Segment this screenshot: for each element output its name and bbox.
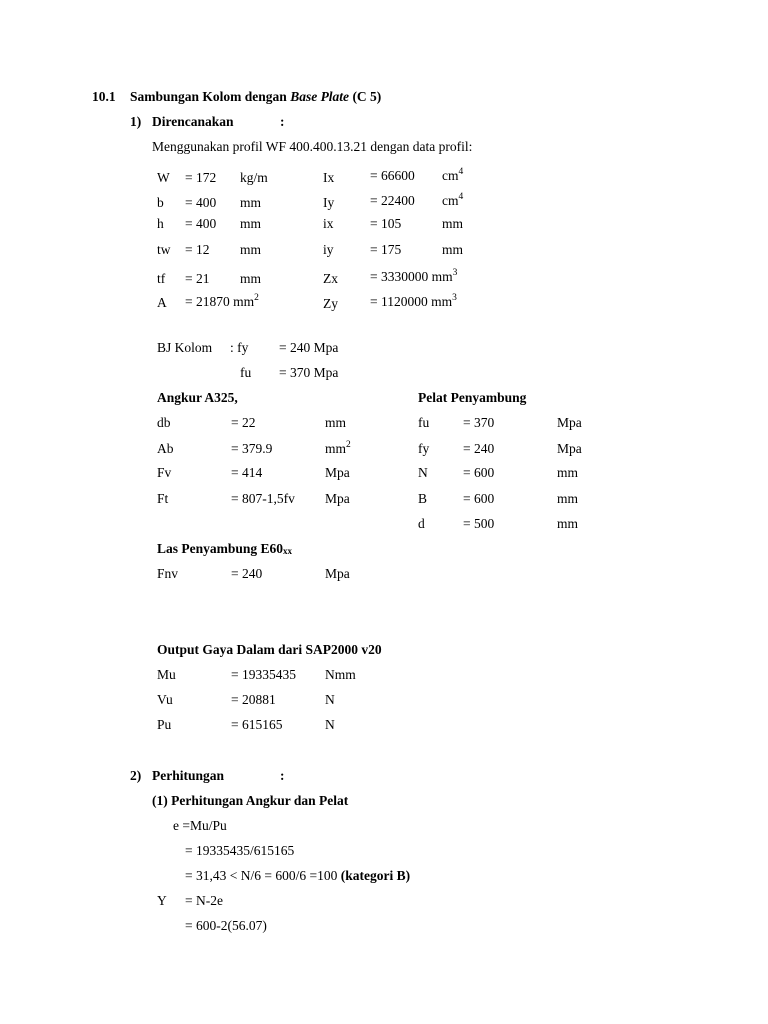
calc-y-sym: Y bbox=[157, 893, 167, 908]
profile-unit2: $cm^4$ bbox=[442, 167, 464, 183]
page-title bbox=[130, 90, 381, 104]
las-title-sub: xx bbox=[283, 546, 293, 556]
heading-text-after: (C 5) bbox=[349, 89, 382, 104]
section1-title: Direncanakan bbox=[152, 114, 234, 129]
profile-val: = 400 bbox=[185, 195, 217, 210]
profile-unit: kg/m bbox=[240, 170, 268, 185]
output-sym: Pu bbox=[157, 717, 172, 732]
angkur-unit: $mm^2$ bbox=[325, 440, 351, 456]
heading-text-before: Sambungan Kolom dengan bbox=[130, 89, 291, 104]
output-title: Output Gaya Dalam dari SAP2000 v20 bbox=[157, 642, 382, 657]
bj-fy-val: = 240 Mpa bbox=[279, 340, 339, 355]
profile-intro: Menggunakan profil WF 400.400.13.21 dengan data profil: bbox=[152, 139, 473, 154]
profile-val2: = 66600 bbox=[370, 168, 415, 183]
pelat-unit: Mpa bbox=[557, 415, 582, 430]
angkur-unit: mm bbox=[325, 415, 347, 430]
profile-val2: = 22400 bbox=[370, 193, 415, 208]
section1-label: 1) bbox=[130, 114, 142, 129]
angkur-val: = 22 bbox=[231, 415, 256, 430]
angkur-title: Angkur A325, bbox=[157, 390, 238, 405]
calc-y-line2: = 600-2(56.07) bbox=[185, 918, 267, 933]
section2-label: 2) bbox=[130, 768, 142, 783]
profile-unit2: $cm^4$ bbox=[442, 192, 464, 208]
profile-sym2: Iy bbox=[323, 195, 335, 210]
profile-val2: = 105 bbox=[370, 216, 402, 231]
profile-sym: W bbox=[157, 170, 170, 185]
pelat-sym: B bbox=[418, 491, 428, 506]
profile-sym2: ix bbox=[323, 216, 334, 231]
exponent: 3 bbox=[452, 268, 458, 278]
pelat-unit: mm bbox=[557, 516, 579, 531]
calc-e-line2: = 19335435/615165 bbox=[185, 843, 295, 858]
output-sym: Mu bbox=[157, 667, 176, 682]
angkur-sym: Ft bbox=[157, 491, 169, 506]
exponent: 2 bbox=[254, 293, 259, 303]
las-title: Las Penyambung $E60_{xx}$ bbox=[157, 541, 293, 556]
profile-unit: mm bbox=[240, 216, 262, 231]
profile-val: = 21870 $mm^2$ bbox=[185, 293, 259, 309]
output-unit: N bbox=[325, 717, 335, 732]
profile-val: = 21 bbox=[185, 271, 210, 286]
output-val: = 615165 bbox=[231, 717, 283, 732]
profile-val: = 172 bbox=[185, 170, 217, 185]
las-sym: Fnv bbox=[157, 566, 179, 581]
profile-unit: mm bbox=[240, 271, 262, 286]
pelat-sym: N bbox=[418, 465, 428, 480]
output-unit: N bbox=[325, 692, 335, 707]
profile-unit: mm bbox=[240, 242, 262, 257]
bj-fu-sym: fu bbox=[240, 365, 252, 380]
profile-sym: b bbox=[157, 195, 164, 210]
las-val: = 240 bbox=[231, 566, 263, 581]
pelat-val: = 240 bbox=[463, 441, 495, 456]
pelat-unit: Mpa bbox=[557, 441, 582, 456]
bj-label: BJ Kolom bbox=[157, 340, 213, 355]
profile-sym2: Zx bbox=[323, 271, 338, 286]
angkur-sym: db bbox=[157, 415, 171, 430]
angkur-val: = 379.9 bbox=[231, 441, 273, 456]
angkur-unit: Mpa bbox=[325, 491, 350, 506]
profile-val2: = 1120000 $mm^3$ bbox=[370, 293, 457, 309]
profile-sym2: iy bbox=[323, 242, 334, 257]
profile-sym2: Ix bbox=[323, 170, 335, 185]
exponent: 3 bbox=[452, 293, 457, 303]
angkur-val: = 807-1,5fv bbox=[231, 491, 295, 506]
bj-fy-sym: : fy bbox=[230, 340, 249, 355]
output-val: = 20881 bbox=[231, 692, 276, 707]
pelat-sym: fu bbox=[418, 415, 430, 430]
profile-unit: mm bbox=[240, 195, 262, 210]
profile-unit2: mm bbox=[442, 242, 464, 257]
profile-val: = 400 bbox=[185, 216, 217, 231]
las-unit: Mpa bbox=[325, 566, 350, 581]
pelat-sym: d bbox=[418, 516, 425, 531]
pelat-title: Pelat Penyambung bbox=[418, 390, 527, 405]
exponent: 2 bbox=[346, 440, 351, 450]
pelat-val: = 500 bbox=[463, 516, 495, 531]
profile-sym: tw bbox=[157, 242, 171, 257]
heading-number: 10.1 bbox=[92, 89, 116, 104]
exponent: 4 bbox=[458, 167, 464, 177]
output-unit: Nmm bbox=[325, 667, 356, 682]
kategori-label: (kategori B) bbox=[340, 868, 411, 883]
section2-title: Perhitungan bbox=[152, 768, 225, 783]
pelat-unit: mm bbox=[557, 491, 579, 506]
calc-e-line3: = 31,43 < N/6 = 600/6 =100 (kategori B) bbox=[185, 868, 411, 883]
profile-val2: = 175 bbox=[370, 242, 402, 257]
profile-unit2: mm bbox=[442, 216, 464, 231]
angkur-val: = 414 bbox=[231, 465, 263, 480]
calc-e-line1: e =Mu/Pu bbox=[173, 818, 227, 833]
output-val: = 19335435 bbox=[231, 667, 296, 682]
pelat-unit: mm bbox=[557, 465, 579, 480]
pelat-val: = 600 bbox=[463, 491, 495, 506]
pelat-val: = 370 bbox=[463, 415, 495, 430]
heading-italic: Base Plate bbox=[290, 89, 350, 104]
profile-sym2: Zy bbox=[323, 296, 338, 311]
calc-y-line1: = N-2e bbox=[185, 893, 223, 908]
angkur-sym: Fv bbox=[157, 465, 172, 480]
section2-colon: : bbox=[280, 768, 285, 783]
output-sym: Vu bbox=[157, 692, 173, 707]
angkur-sym: Ab bbox=[157, 441, 174, 456]
angkur-unit: Mpa bbox=[325, 465, 350, 480]
pelat-val: = 600 bbox=[463, 465, 495, 480]
section1-colon: : bbox=[280, 114, 285, 129]
profile-val: = 12 bbox=[185, 242, 210, 257]
profile-val2: = 3330000 $mm^3$ bbox=[370, 268, 458, 284]
pelat-sym: fy bbox=[418, 441, 430, 456]
profile-sym: h bbox=[157, 216, 164, 231]
bj-fu-val: = 370 Mpa bbox=[279, 365, 339, 380]
profile-sym: tf bbox=[157, 271, 166, 286]
profile-sym: A bbox=[157, 295, 167, 310]
exponent: 4 bbox=[458, 192, 464, 202]
subsection-title: (1) Perhitungan Angkur dan Pelat bbox=[152, 793, 349, 808]
